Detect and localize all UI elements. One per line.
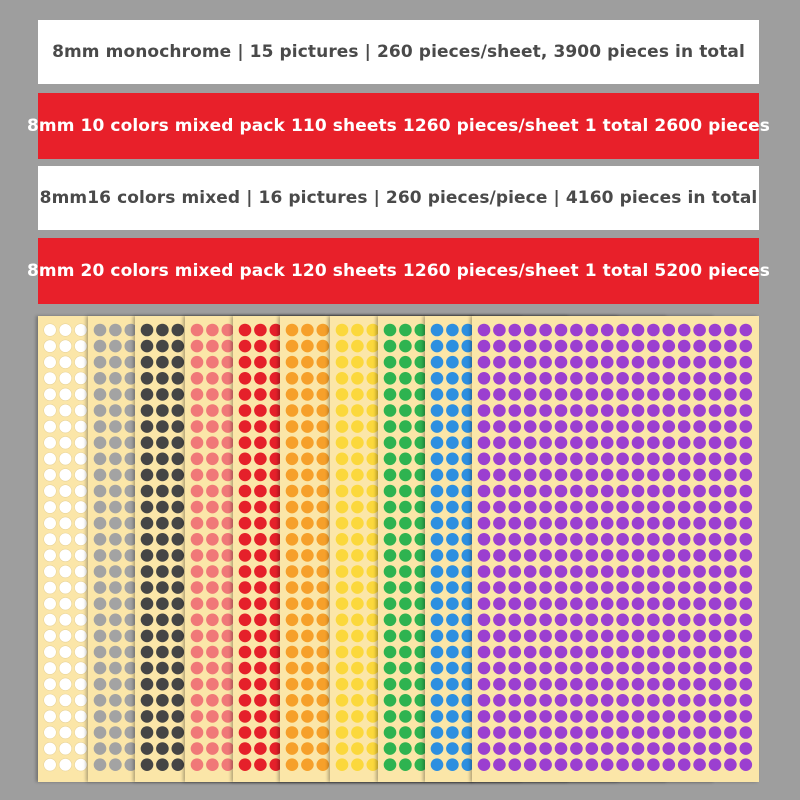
- banner-monochrome-text: 8mm monochrome | 15 pictures | 260 pieces/sheet, 3900 pieces in total: [52, 42, 745, 62]
- sticker-dots-purple: [472, 316, 759, 782]
- banner-10-colors-text: 8mm 10 colors mixed pack 110 sheets 1260 pieces/sheet 1 total 2600 pieces: [26, 116, 771, 136]
- sticker-sheet-purple: [472, 316, 759, 782]
- banner-20-colors-text: 8mm 20 colors mixed pack 120 sheets 1260 pieces/sheet 1 total 5200 pieces: [26, 261, 771, 281]
- banner-16-colors-text: 8mm16 colors mixed | 16 pictures | 260 pieces/piece | 4160 pieces in total: [39, 188, 758, 208]
